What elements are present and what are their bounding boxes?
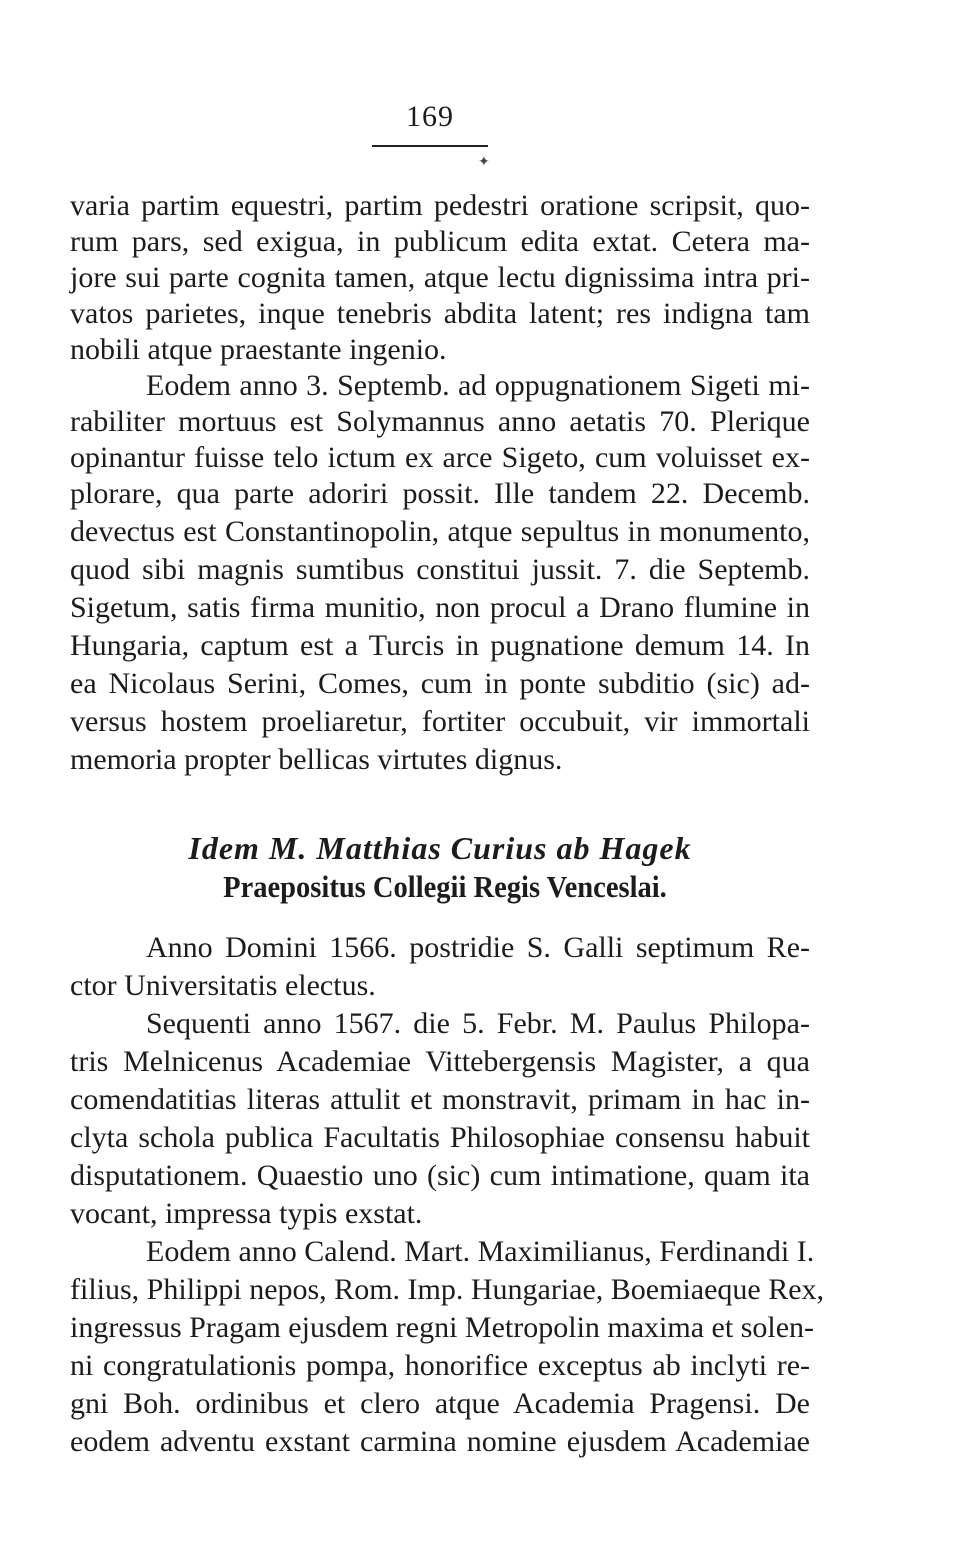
text-line: Sequenti anno 1567. die 5. Febr. M. Paulus Philopa- — [146, 1007, 810, 1040]
text-line: nobili atque praestante ingenio. — [70, 333, 447, 366]
text-line: comendatitias literas attulit et monstravit, primam in hac in- — [70, 1083, 810, 1116]
text-line: devectus est Constantinopolin, atque sepultus in monumento, — [70, 515, 810, 548]
text-line: rabiliter mortuus est Solymannus anno aetatis 70. Plerique — [70, 405, 810, 438]
text-line: ingressus Pragam ejusdem regni Metropolin maxima et solen- — [70, 1311, 815, 1344]
text-line: jore sui parte cognita tamen, atque lectu dignissima intra pri- — [70, 261, 810, 294]
text-line: gni Boh. ordinibus et clero atque Academia Pragensi. De — [70, 1387, 810, 1420]
text-line: filius, Philippi nepos, Rom. Imp. Hungariae, Boemiaeque Rex, — [70, 1273, 825, 1306]
text-line: varia partim equestri, partim pedestri oratione scripsit, quo- — [70, 189, 810, 222]
section-subheading: Praepositus Collegii Regis Venceslai. — [223, 869, 667, 904]
text-line: versus hostem proeliaretur, fortiter occubuit, vir immortali — [70, 705, 810, 738]
text-line: opinantur fuisse telo ictum ex arce Sigeto, cum voluisset ex- — [70, 441, 810, 474]
text-line: vatos parietes, inque tenebris abdita latent; res indigna tam — [70, 297, 810, 330]
text-line: disputationem. Quaestio uno (sic) cum intimatione, quam ita — [70, 1159, 810, 1192]
text-line: Eodem anno 3. Septemb. ad oppugnationem Sigeti mi- — [146, 369, 810, 402]
text-line: eodem adventu exstant carmina nomine ejusdem Academiae — [70, 1425, 810, 1458]
text-line: ctor Universitatis electus. — [70, 969, 376, 1002]
page-number-rule — [372, 145, 488, 147]
text-line: Sigetum, satis firma munitio, non procul a Drano flumine in — [70, 591, 810, 624]
printer-mark-icon: ✦ — [478, 155, 490, 170]
page-number: 169 — [406, 100, 454, 133]
text-line: clyta schola publica Facultatis Philosophiae consensu habuit — [70, 1121, 810, 1154]
text-line: vocant, impressa typis exstat. — [70, 1197, 423, 1230]
text-line: memoria propter bellicas virtutes dignus. — [70, 743, 563, 776]
text-line: plorare, qua parte adoriri possit. Ille tandem 22. Decemb. — [70, 477, 810, 510]
text-line: quod sibi magnis sumtibus constitui jussit. 7. die Septemb. — [70, 553, 810, 586]
text-line: ni congratulationis pompa, honorifice exceptus ab inclyti re- — [70, 1349, 810, 1382]
text-line: ea Nicolaus Serini, Comes, cum in ponte subditio (sic) ad- — [70, 667, 810, 700]
text-line: Anno Domini 1566. postridie S. Galli septimum Re- — [146, 931, 810, 964]
text-line: Hungaria, captum est a Turcis in pugnatione demum 14. In — [70, 629, 810, 662]
text-line: rum pars, sed exigua, in publicum edita extat. Cetera ma- — [70, 225, 810, 258]
text-line: Eodem anno Calend. Mart. Maximilianus, Ferdinandi I. — [146, 1235, 815, 1268]
text-line: tris Melnicenus Academiae Vittebergensis Magister, a qua — [70, 1045, 810, 1078]
section-heading: Idem M. Matthias Curius ab Hagek — [188, 830, 692, 866]
